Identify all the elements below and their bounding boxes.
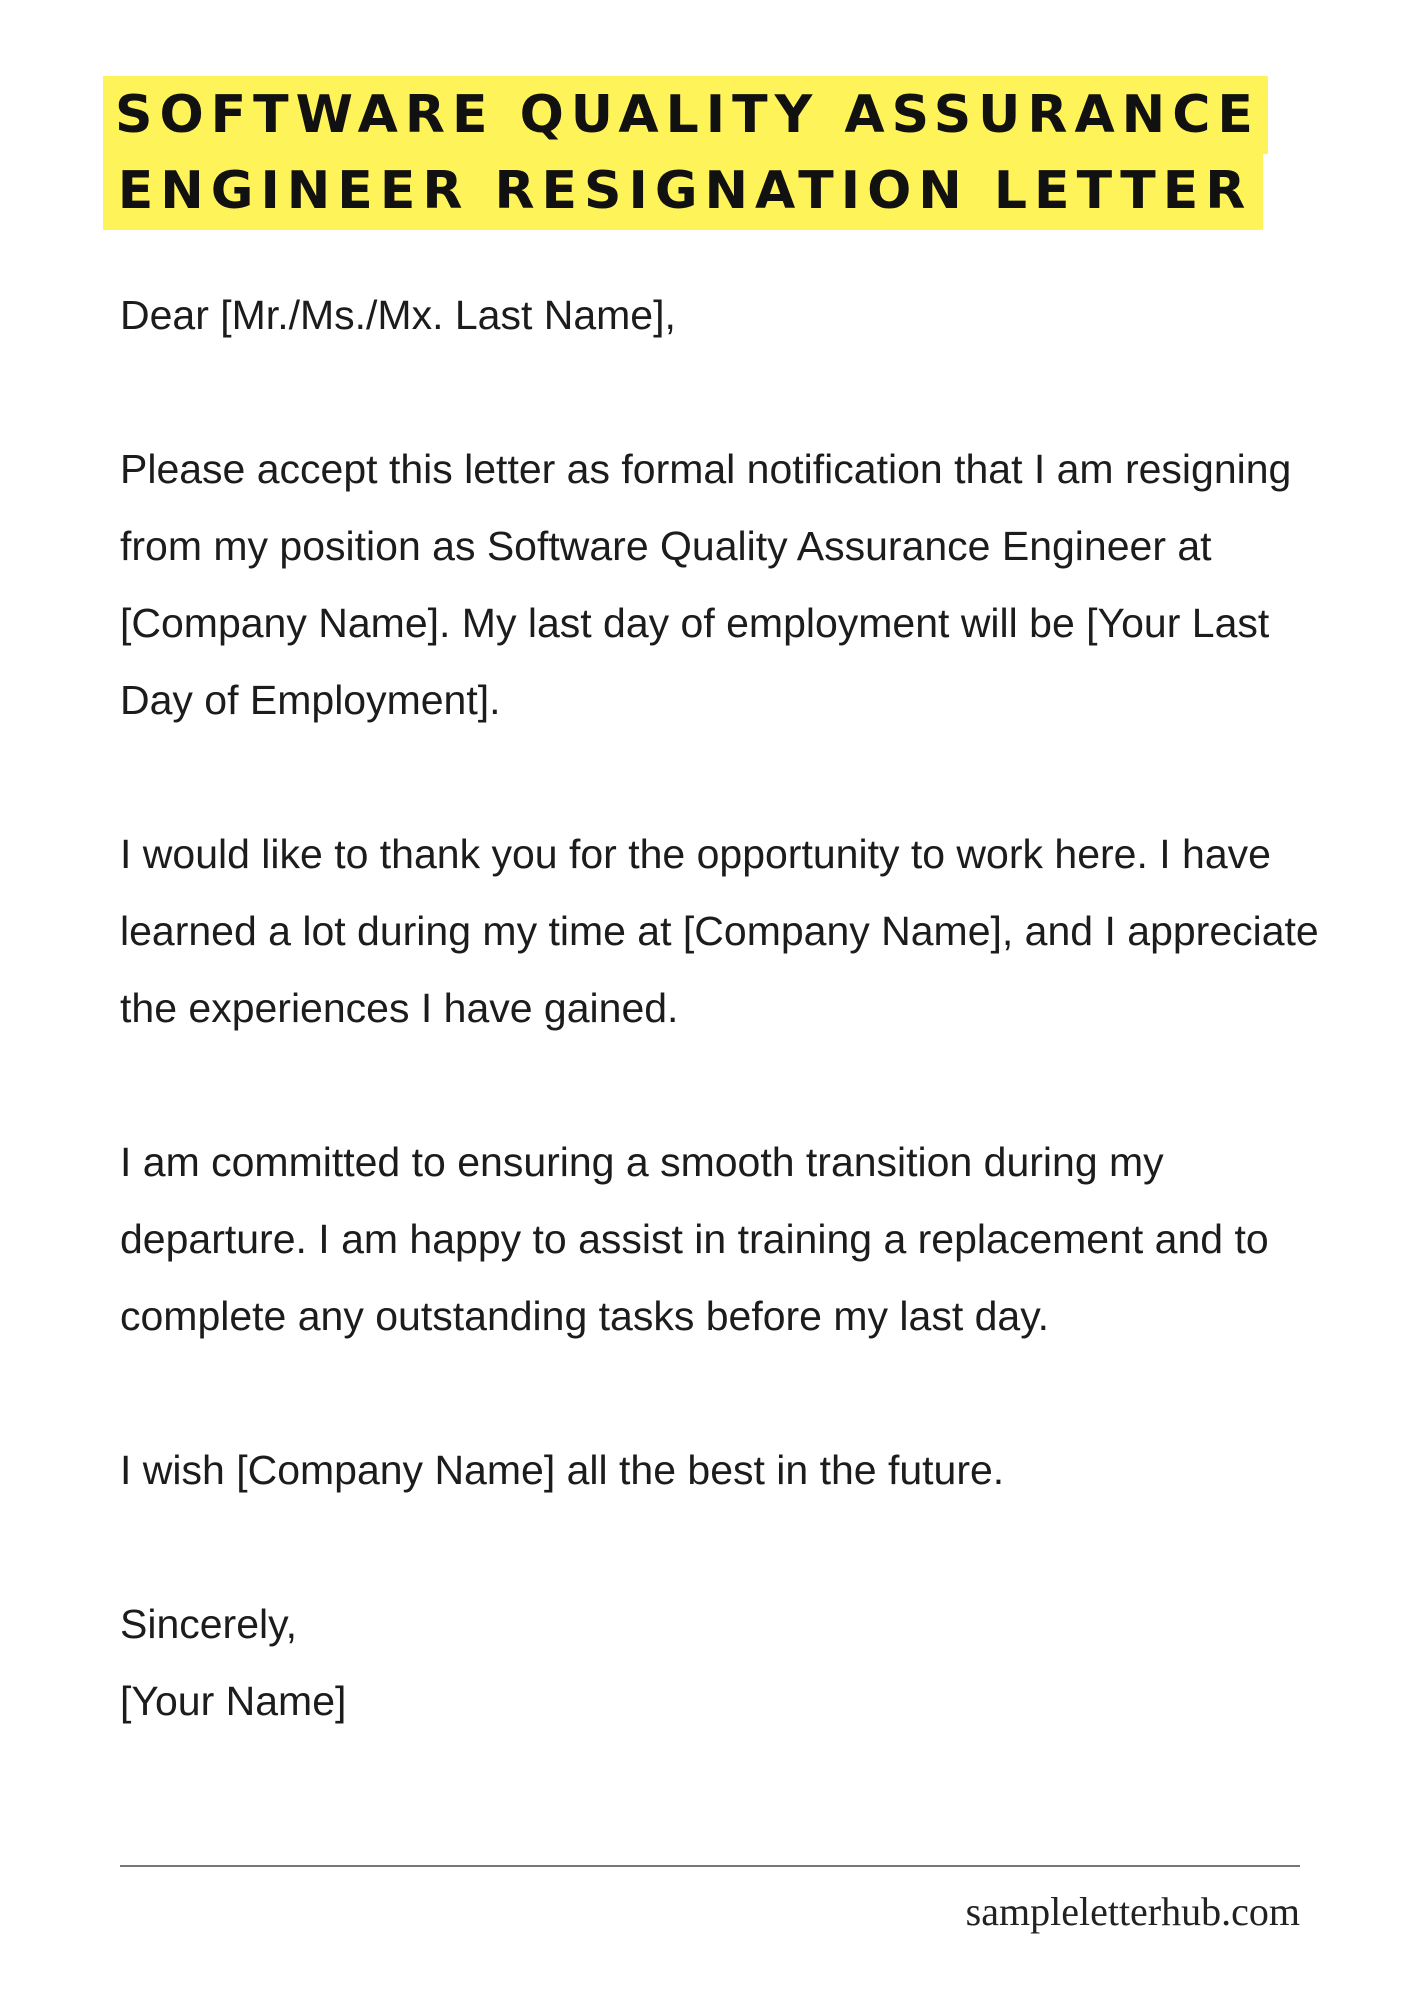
paragraph-thanks: I would like to thank you for the opportunity to work here. I have learned a lot during my time at [Company Name], and I appreciate the experiences I have gained. xyxy=(120,831,1319,1031)
salutation: Dear [Mr./Ms./Mx. Last Name], xyxy=(120,292,676,338)
closing: Sincerely, xyxy=(120,1601,297,1647)
footer-divider xyxy=(120,1865,1300,1867)
letter-body xyxy=(120,277,1320,1740)
website-credit: sampleletterhub.com xyxy=(965,1889,1300,1934)
paragraph-notification: Please accept this letter as formal notification that I am resigning from my position as Software Quality Assurance Engineer at [Company Name]. My last day of employment will be [Your Last Day of Employment]. xyxy=(120,446,1292,723)
title-line-1: SOFTWARE QUALITY ASSURANCE xyxy=(103,76,1268,154)
title-line-2: ENGINEER RESIGNATION LETTER xyxy=(103,152,1263,230)
signature: [Your Name] xyxy=(120,1678,347,1724)
paragraph-wishes: I wish [Company Name] all the best in the future. xyxy=(120,1447,1005,1493)
paragraph-transition: I am committed to ensuring a smooth transition during my departure. I am happy to assist in training a replacement and to complete any outstanding tasks before my last day. xyxy=(120,1139,1269,1339)
